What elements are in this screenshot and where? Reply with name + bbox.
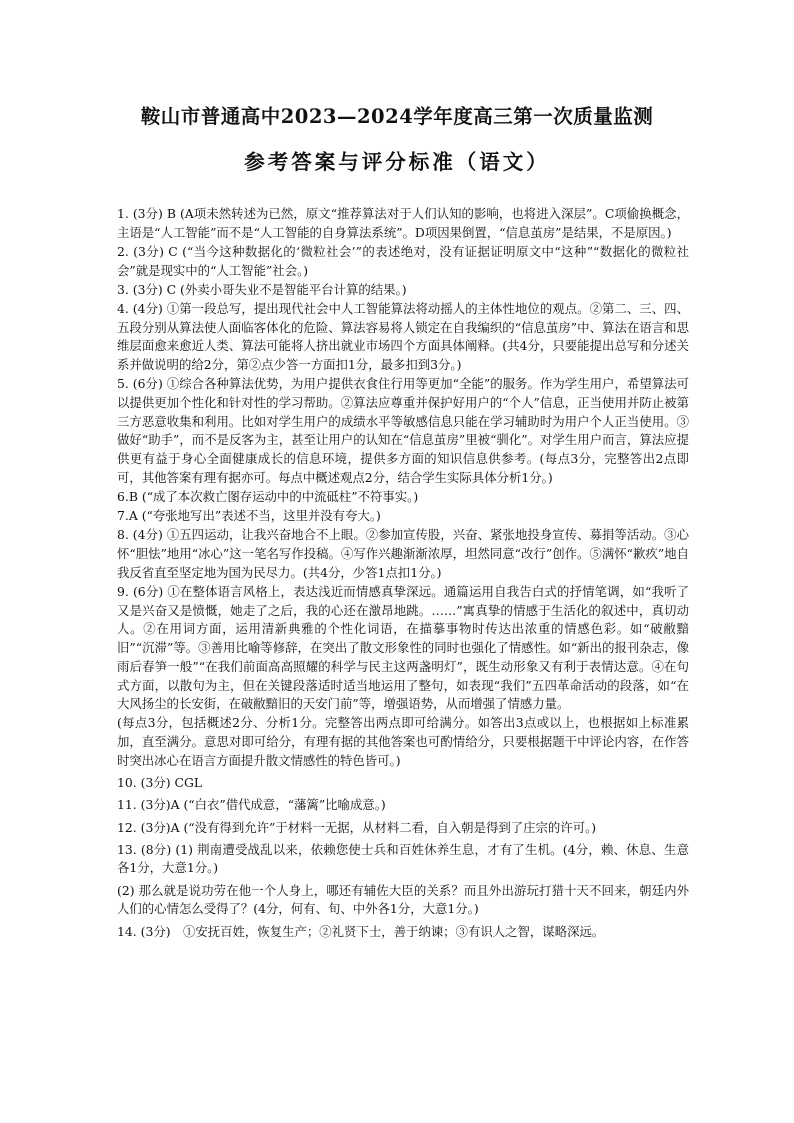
answer-item-13-part2: (2) 那么就是说功劳在他一个人身上，哪还有辅佐大臣的关系？而且外出游玩打猎十天不回来，朝廷内外人们的心情怎么受得了？(4分，何有、旬、中外各1分，大意1分。) bbox=[117, 882, 689, 917]
answer-item-11: 11. (3分)A (“白衣”借代成意，“藩篱”比喻成意。) bbox=[117, 797, 386, 813]
answer-list bbox=[117, 205, 689, 941]
page-title: 鞍山市普通高中2023—2024学年度高三第一次质量监测 bbox=[140, 105, 654, 128]
answer-item-9-scoring: (每点3分，包括概述2分、分析1分。完整答出两点即可给满分。如答出3点或以上，也根据如上标准累加，直至满分。意思对即可给分，有理有据的其他答案也可酌情给分，只要根据题干中评论内容，在作答时突出冰心在语言方面提升散文情感性的特色皆可。) bbox=[117, 715, 689, 768]
answer-item-3: 3. (3分) C (外卖小哥失业不是智能平台计算的结果。) bbox=[117, 281, 407, 297]
answer-item-12: 12. (3分)A (“没有得到允许”于材料一无据，从材料二看，自入朝是得到了庄宗的许可。) bbox=[117, 819, 597, 835]
answer-item-7: 7.A (“夸张地写出”表述不当，这里并没有夸大。) bbox=[117, 508, 381, 524]
answer-item-1: 1. (3分) B (A项未然转述为已然，原文“推荐算法对于人们认知的影响，也将进入深层”。C项偷换概念，主语是“人工智能”而不是“人工智能的自身算法系统”。D项因果倒置，“信息茧房”是结果，不是原因。) bbox=[117, 206, 689, 240]
answer-item-10: 10. (3分) CGL bbox=[117, 775, 203, 791]
answer-item-8: 8. (4分) ①五四运动，让我兴奋地合不上眼。②参加宣传股，兴奋、紧张地投身宣传、募捐等活动。③心怀“胆怯”地用“冰心”这一笔名写作投稿。④写作兴趣渐渐浓厚，坦然同意“改行”创作。⑤满怀“歉疚”地自我反省直至坚定地为国为民尽力。(共4分，少答1点扣1分。) bbox=[117, 527, 689, 580]
answer-item-6: 6.B (“成了本次救亡图存运动中的中流砥柱”不符事实。) bbox=[117, 489, 419, 505]
answer-item-4: 4. (4分) ①第一段总写，提出现代社会中人工智能算法将动摇人的主体性地位的观点。②第二、三、四、五段分别从算法使人面临客体化的危险、算法容易将人锁定在自我编织的“信息茧房”中、算法在语言和思维层面愈来愈近人类、算法可能将人挤出就业市场四个方面具体阐释。(共4分，只要能提出总写和分述关系并做说明的给2分，第②点少答一方面扣1分，最多扣到3分。) bbox=[117, 301, 689, 373]
page-subtitle: 参考答案与评分标准（语文） bbox=[244, 150, 550, 174]
answer-item-5: 5. (6分) ①综合各种算法优势，为用户提供衣食住行用等更加“全能”的服务。作为学生用户，希望算法可以提供更加个性化和针对性的学习帮助。②算法应尊重并保护好用户的“个人”信息，正当使用并防止被第三方恶意收集和利用。比如对学生用户的成绩水平等敏感信息只能在学习辅助时为用户个人正当使用。③做好“助手”，而不是反客为主，甚至让用户的认知在“信息茧房”里被“驯化”。对学生用户而言，算法应提供更有益于身心全面健康成长的信息环境，提供多方面的知识信息供参考。(每点3分，完整答出2点即可，其他答案有理有据亦可。每点中概述观点2分，结合学生实际具体分析1分。) bbox=[117, 376, 689, 485]
answer-item-14: 14. (3分) ①安抚百姓，恢复生产；②礼贤下士，善于纳谏；③有识人之智，谋略深远。 bbox=[117, 923, 605, 939]
answer-item-13-part1: 13. (8分) (1) 荆南遭受战乱以来，依赖您使士兵和百姓休养生息，才有了生机。(4分，赖、休息、生意各1分，大意1分。) bbox=[117, 841, 689, 876]
answer-item-2: 2. (3分) C (“当今这种数据化的‘微粒社会’”的表述绝对，没有证据证明原文中“这种”“数据化的微粒社会”就是现实中的“人工智能”社会。) bbox=[117, 243, 689, 278]
answer-item-9: 9. (6分) ①在整体语言风格上，表达浅近而情感真挚深远。通篇运用自我告白式的抒情笔调，如“我听了又是兴奋又是愤慨，她走了之后，我的心还在激昂地跳。……”寓真挚的情感于生活化的叙述中，真切动人。②在用词方面，运用清新典雅的个性化词语，在描摹事物时传达出浓重的情感色彩。如“破敝黯旧”“沉滞”等。③善用比喻等修辞，在突出了散文形象性的同时也强化了情感性。如“新出的报刊杂志，像雨后春笋一般”“在我们前面高高照耀的科学与民主这两盏明灯”，既生动形象又有利于表情达意。④在句式方面，以散句为主，但在关键段落适时适当地运用了整句，如表现“我们”五四革命活动的段落，如“在大风扬尘的长安街，在破敝黯旧的天安门前”等，增强语势，从而增强了情感力量。 bbox=[117, 584, 689, 712]
